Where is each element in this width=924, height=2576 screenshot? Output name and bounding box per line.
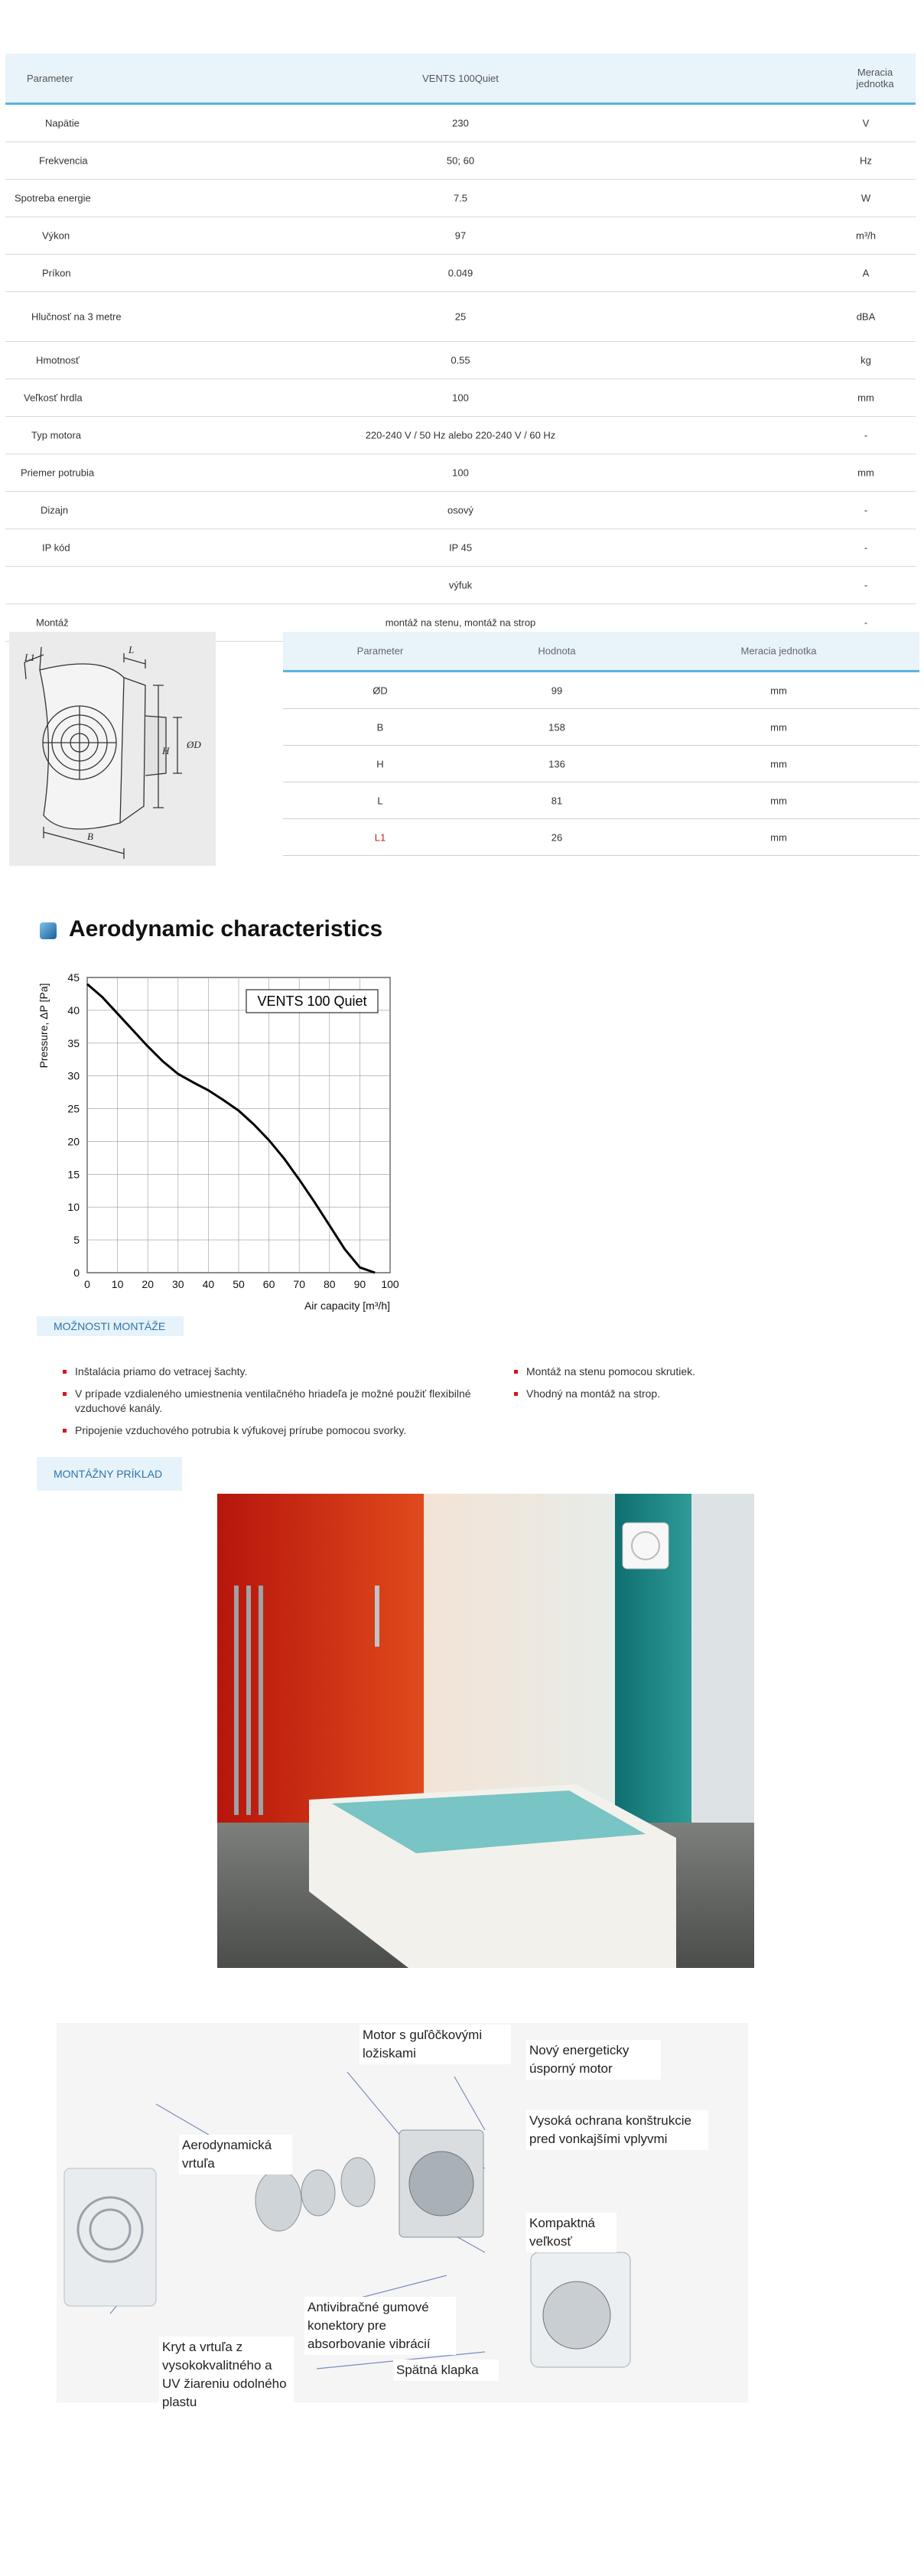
- spec-param: Dizajn: [41, 504, 69, 516]
- spec-unit: -: [864, 579, 868, 591]
- callout-motor: Motor s guľôčkovými ložiskami: [360, 2025, 511, 2064]
- label-l: L: [129, 644, 135, 655]
- label-b: B: [87, 831, 93, 842]
- spec-value: 100: [452, 392, 469, 404]
- bathroom-illustration: [217, 1494, 754, 1968]
- spec-value: 7.5: [453, 192, 468, 204]
- spec-param: IP kód: [42, 542, 70, 554]
- x-tick-label: 10: [111, 1278, 124, 1290]
- dimension-drawing: [9, 632, 216, 866]
- spec-unit: -: [864, 504, 868, 516]
- aero-chart: [31, 964, 413, 1323]
- x-tick-label: 100: [381, 1278, 399, 1290]
- label-h: H: [162, 745, 170, 756]
- spec-value: osový: [447, 504, 473, 516]
- spec-row: [5, 379, 916, 417]
- mounting-item: V prípade vzdialeného umiestnenia ventilačného hriadeľa je možné použiť flexibilné vzduchové kanály.: [61, 1387, 497, 1416]
- tab-mounting-options[interactable]: MOŽNOSTI MONTÁŽE: [37, 1316, 184, 1336]
- spec-unit: m³/h: [856, 229, 876, 242]
- spec-param: Výkon: [42, 229, 70, 242]
- dims-param: H: [376, 758, 384, 769]
- dims-value: 158: [548, 721, 565, 733]
- y-tick-label: 35: [67, 1036, 80, 1049]
- dims-unit: mm: [770, 721, 787, 733]
- x-tick-label: 30: [172, 1278, 184, 1290]
- y-tick-label: 25: [67, 1102, 80, 1115]
- spec-value: 50; 60: [446, 154, 475, 167]
- callout-compact: Kompaktná veľkosť: [526, 2213, 617, 2252]
- y-tick-label: 30: [67, 1069, 80, 1082]
- callout-new-motor: Nový energeticky úsporný motor: [526, 2040, 661, 2080]
- header-parameter: Parameter: [27, 72, 73, 84]
- y-tick-label: 0: [73, 1267, 80, 1279]
- spec-value: IP 45: [448, 542, 473, 554]
- exploded-view: [57, 2023, 748, 2409]
- dims-unit: mm: [770, 685, 787, 696]
- header-unit: Meracia jednotka: [856, 67, 894, 89]
- label-d: ØD: [187, 739, 201, 750]
- x-tick-label: 50: [233, 1278, 245, 1290]
- dims-header-value: Hodnota: [538, 645, 576, 657]
- dims-param: L1: [374, 831, 386, 843]
- dims-row: [283, 709, 919, 746]
- dims-unit: mm: [770, 831, 787, 843]
- spec-param: Frekvencia: [39, 154, 88, 167]
- spec-table: [5, 54, 916, 642]
- spec-row: [5, 180, 916, 217]
- y-tick-label: 40: [67, 1003, 80, 1016]
- dims-row: [283, 672, 919, 709]
- spec-value: montáž na stenu, montáž na strop: [385, 616, 536, 629]
- spec-unit: -: [864, 542, 868, 554]
- spec-value: 220-240 V / 50 Hz alebo 220-240 V / 60 Hz: [365, 429, 556, 441]
- spec-param: Montáž: [36, 616, 69, 629]
- spec-table-header: [5, 54, 916, 105]
- legend-label: VENTS 100 Quiet: [257, 994, 367, 1009]
- callout-protection: Vysoká ochrana konštrukcie pred vonkajšími vplyvmi: [526, 2110, 708, 2150]
- x-tick-label: 0: [84, 1278, 90, 1290]
- x-tick-label: 90: [353, 1278, 366, 1290]
- spec-unit: mm: [857, 467, 874, 479]
- spec-value: 25: [454, 311, 467, 323]
- dims-value: 99: [551, 685, 563, 696]
- spec-row: [5, 417, 916, 454]
- x-tick-label: 60: [262, 1278, 275, 1290]
- spec-table-body: [5, 105, 916, 642]
- spec-unit: A: [862, 267, 870, 279]
- y-axis-label: Pressure, ΔP [Pa]: [37, 983, 50, 1068]
- spec-unit: -: [864, 429, 868, 441]
- x-tick-label: 70: [293, 1278, 305, 1290]
- spec-param: Príkon: [42, 267, 71, 279]
- mounting-list-left: [61, 1364, 497, 1446]
- mounting-item: Pripojenie vzduchového potrubia k výfukovej prírube pomocou svorky.: [61, 1423, 497, 1438]
- aero-chart-svg: [31, 964, 413, 1323]
- y-tick-label: 15: [67, 1168, 80, 1181]
- spec-row: [5, 492, 916, 529]
- tab-mounting-example[interactable]: MONTÁŽNY PRÍKLAD: [37, 1457, 182, 1491]
- spec-value: 230: [452, 117, 469, 129]
- dimensions-table: [283, 632, 919, 856]
- spec-unit: -: [864, 616, 868, 629]
- y-tick-label: 5: [73, 1234, 80, 1247]
- callout-propeller: Aerodynamická vrtuľa: [179, 2135, 292, 2174]
- spec-param: Napätie: [45, 117, 80, 129]
- spec-row: [5, 217, 916, 255]
- spec-row: [5, 105, 916, 142]
- spec-param: Hmotnosť: [36, 354, 80, 366]
- spec-unit: W: [861, 192, 871, 204]
- spec-unit: Hz: [860, 154, 872, 167]
- x-tick-label: 80: [324, 1278, 336, 1290]
- dimensions-table-header: [283, 632, 919, 672]
- spec-row: [5, 454, 916, 492]
- dimensions-table-body: [283, 672, 919, 856]
- dims-param: B: [376, 721, 384, 733]
- spec-value: 100: [452, 467, 469, 479]
- spec-param: Spotreba energie: [15, 192, 91, 204]
- mounting-list-right: [512, 1364, 880, 1409]
- spec-row: [5, 529, 916, 567]
- dims-row: [283, 782, 919, 819]
- dims-value: 136: [548, 758, 565, 769]
- callout-cover: Kryt a vrtuľa z vysokokvalitného a UV žiareniu odolného plastu: [159, 2337, 294, 2413]
- spec-row: [5, 255, 916, 292]
- label-l1: L1: [24, 652, 35, 663]
- spec-unit: kg: [861, 354, 871, 366]
- spec-value: 0.049: [447, 267, 473, 279]
- spec-unit: mm: [857, 392, 874, 404]
- dims-value: 26: [551, 831, 563, 843]
- dims-row: [283, 746, 919, 782]
- spec-value: 0.55: [451, 354, 470, 366]
- y-tick-label: 20: [67, 1135, 80, 1148]
- aero-title: Aerodynamic characteristics: [69, 916, 383, 942]
- dims-param: L: [377, 795, 383, 806]
- dims-row: [283, 819, 919, 856]
- x-tick-label: 40: [202, 1278, 215, 1290]
- spec-unit: dBA: [856, 311, 876, 323]
- bathroom-photo: [217, 1494, 754, 1968]
- spec-row: [5, 292, 916, 342]
- dims-header-parameter: Parameter: [356, 645, 404, 657]
- dims-header-unit: Meracia jednotka: [740, 645, 817, 657]
- section-icon: [40, 922, 57, 939]
- y-tick-label: 10: [67, 1201, 80, 1214]
- spec-param: Hlučnosť na 3 metre: [31, 311, 122, 323]
- spec-value: 97: [454, 229, 467, 242]
- mounting-item: Vhodný na montáž na strop.: [512, 1387, 880, 1401]
- callout-antivibration: Antivibračné gumové konektory pre absorbovanie vibrácií: [304, 2297, 456, 2355]
- fan-dimension-drawing: [9, 632, 216, 866]
- y-tick-label: 45: [67, 971, 80, 984]
- dims-value: 81: [551, 795, 563, 806]
- spec-param: Priemer potrubia: [21, 467, 95, 479]
- x-tick-label: 20: [142, 1278, 154, 1290]
- spec-value: výfuk: [448, 579, 473, 591]
- spec-param: Typ motora: [31, 429, 82, 441]
- dims-unit: mm: [770, 758, 787, 769]
- mounting-item: Inštalácia priamo do vetracej šachty.: [61, 1364, 497, 1379]
- callout-valve: Spätná klapka: [393, 2360, 499, 2381]
- spec-row: [5, 342, 916, 379]
- x-axis-label: Air capacity [m³/h]: [304, 1299, 390, 1312]
- dims-unit: mm: [770, 795, 787, 806]
- mounting-item: Montáž na stenu pomocou skrutiek.: [512, 1364, 880, 1379]
- spec-unit: V: [862, 117, 870, 129]
- spec-param: Veľkosť hrdla: [24, 392, 83, 404]
- dims-param: ØD: [373, 685, 388, 696]
- spec-row: [5, 142, 916, 180]
- spec-row: [5, 567, 916, 604]
- header-model: VENTS 100Quiet: [422, 72, 499, 84]
